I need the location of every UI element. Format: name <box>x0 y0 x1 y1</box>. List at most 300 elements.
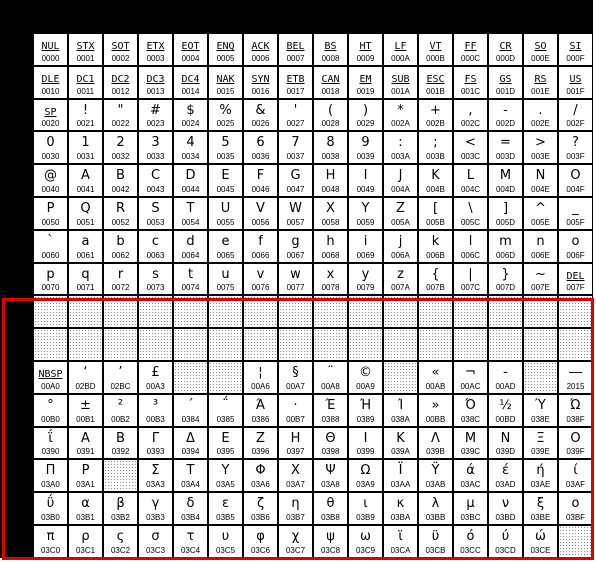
char-cell <box>489 460 522 491</box>
char-glyph: p <box>46 266 55 282</box>
char-glyph: » <box>431 397 440 413</box>
char-cell <box>384 198 417 229</box>
char-glyph: A <box>81 168 90 184</box>
char-cell <box>454 428 487 459</box>
empty-cell <box>104 460 137 491</box>
char-glyph: γ <box>151 496 160 512</box>
char-code: 0009 <box>356 53 375 63</box>
char-code: 03C1 <box>75 545 96 555</box>
char-code: 0067 <box>286 250 305 260</box>
char-code: 0075 <box>216 283 235 293</box>
char-cell <box>34 132 67 163</box>
char-glyph: ¦ <box>258 365 263 380</box>
char-glyph: λ <box>431 496 440 512</box>
char-code: 0040 <box>41 184 60 194</box>
char-cell <box>489 231 522 262</box>
row-header-30 <box>0 131 33 164</box>
char-glyph: } <box>501 266 510 282</box>
char-glyph: SYN <box>251 73 270 85</box>
char-glyph: 8 <box>326 135 335 151</box>
char-cell <box>139 493 172 524</box>
row-header-20 <box>0 99 33 132</box>
char-code: 0078 <box>321 283 340 293</box>
char-code: 0384 <box>181 414 200 424</box>
char-code: 0011 <box>76 86 95 96</box>
char-code: 007F <box>566 283 585 293</box>
char-code: 0025 <box>216 119 235 129</box>
empty-cell <box>349 296 382 327</box>
char-glyph: Ζ <box>256 430 265 446</box>
char-glyph: ΅ <box>222 397 229 413</box>
char-cell <box>139 67 172 98</box>
char-cell <box>454 493 487 524</box>
char-code: 00BD <box>495 414 516 424</box>
char-code: 03B9 <box>356 512 375 522</box>
empty-cell <box>139 329 172 360</box>
char-glyph: DC2 <box>111 73 130 85</box>
char-code: 005C <box>460 217 481 227</box>
char-code: 003F <box>566 152 585 162</box>
char-code: 0014 <box>181 86 200 96</box>
char-cell <box>384 493 417 524</box>
char-code: 002C <box>460 119 481 129</box>
char-cell <box>349 231 382 262</box>
char-cell <box>244 100 277 131</box>
char-glyph: Ώ <box>570 397 581 413</box>
char-cell <box>524 460 557 491</box>
empty-cell <box>384 362 417 393</box>
char-glyph: ~ <box>535 266 546 282</box>
char-glyph: B <box>116 168 125 184</box>
char-cell <box>244 362 277 393</box>
char-code: 03C5 <box>215 545 236 555</box>
char-cell <box>34 165 67 196</box>
char-cell <box>139 395 172 426</box>
char-glyph: ξ <box>536 496 545 512</box>
char-cell <box>524 34 557 65</box>
row-header-40 <box>0 164 33 197</box>
char-code: 03C4 <box>180 545 201 555</box>
char-code: 007D <box>495 283 516 293</box>
char-glyph: Ύ <box>535 397 546 413</box>
char-cell <box>559 395 592 426</box>
char-cell <box>34 231 67 262</box>
char-glyph: c <box>151 233 160 249</box>
char-glyph: Q <box>80 201 91 216</box>
char-glyph: h <box>326 233 335 249</box>
empty-cell <box>279 296 312 327</box>
char-code: 03B2 <box>111 512 130 522</box>
char-cell <box>524 165 557 196</box>
char-glyph: NUL <box>41 41 60 52</box>
char-cell <box>139 526 172 557</box>
char-cell <box>139 362 172 393</box>
char-glyph: f <box>258 233 263 249</box>
char-glyph: O <box>570 168 581 184</box>
char-cell <box>559 231 592 262</box>
char-glyph: P <box>46 201 55 216</box>
char-glyph: ΄ <box>187 397 194 413</box>
char-code: 03A0 <box>41 480 60 490</box>
char-cell <box>279 100 312 131</box>
char-code: 00A3 <box>146 381 165 391</box>
empty-cell <box>489 329 522 360</box>
char-cell <box>69 198 102 229</box>
char-code: 0029 <box>356 119 375 129</box>
char-code: 03A1 <box>76 480 95 490</box>
char-code: 03CA <box>390 545 411 555</box>
char-code: 00A7 <box>286 381 305 391</box>
char-cell <box>174 67 207 98</box>
char-cell <box>174 34 207 65</box>
char-cell <box>139 132 172 163</box>
char-code: 0077 <box>286 283 305 293</box>
char-glyph: % <box>219 102 232 118</box>
row-header-b0 <box>0 394 33 427</box>
char-glyph: η <box>291 496 300 512</box>
char-cell <box>34 493 67 524</box>
char-glyph: , <box>468 102 473 118</box>
char-glyph: έ <box>501 463 510 479</box>
char-code: 005A <box>391 217 410 227</box>
char-glyph: ‘ <box>83 365 88 380</box>
char-code: 0010 <box>41 86 60 96</box>
char-cell <box>244 526 277 557</box>
char-glyph: D <box>185 168 196 184</box>
char-glyph: EM <box>359 73 372 85</box>
char-code: 0044 <box>181 184 200 194</box>
column-header-0c <box>453 0 488 33</box>
char-code: 03B4 <box>181 512 200 522</box>
char-glyph: ϋ <box>431 529 440 544</box>
char-code: 0079 <box>356 283 375 293</box>
char-code: 0003 <box>146 53 165 63</box>
char-code: 03A7 <box>286 480 305 490</box>
char-cell <box>349 132 382 163</box>
empty-cell <box>349 329 382 360</box>
char-cell <box>489 493 522 524</box>
column-header-0d <box>488 0 523 33</box>
char-cell <box>454 100 487 131</box>
char-cell <box>419 165 452 196</box>
char-code: 007E <box>531 283 550 293</box>
char-glyph: v <box>256 266 265 282</box>
char-glyph: Η <box>290 430 301 446</box>
row-header-80 <box>0 295 33 328</box>
char-glyph: Ϊ <box>398 463 403 479</box>
char-glyph: ’ <box>118 365 123 380</box>
char-cell <box>69 264 102 295</box>
char-glyph: ω <box>360 529 371 544</box>
char-cell <box>209 34 242 65</box>
char-code: 0026 <box>251 119 270 129</box>
empty-cell <box>454 296 487 327</box>
char-glyph: BEL <box>286 41 305 52</box>
char-code: 0037 <box>286 152 305 162</box>
row-header-c0 <box>0 427 33 460</box>
char-cell <box>314 231 347 262</box>
char-cell <box>209 395 242 426</box>
char-code: 0032 <box>111 152 130 162</box>
char-cell <box>314 460 347 491</box>
char-cell <box>209 198 242 229</box>
char-glyph: + <box>430 102 441 118</box>
char-glyph: 3 <box>151 135 160 151</box>
char-cell <box>419 264 452 295</box>
char-glyph: 9 <box>361 135 370 151</box>
char-glyph: ν <box>501 496 510 512</box>
char-code: 003D <box>495 152 516 162</box>
char-cell <box>419 231 452 262</box>
char-code: 03C9 <box>355 545 376 555</box>
char-code: 03AC <box>460 480 481 490</box>
empty-cell <box>174 329 207 360</box>
char-code: 00B2 <box>111 414 130 424</box>
char-code: 02BC <box>110 381 131 391</box>
char-code: 000B <box>426 53 445 63</box>
char-code: 00A9 <box>356 381 375 391</box>
char-glyph: > <box>535 135 546 151</box>
char-glyph: ά <box>466 463 475 479</box>
char-cell <box>69 67 102 98</box>
row-header-00 <box>0 33 33 66</box>
char-code: 0386 <box>251 414 270 424</box>
empty-cell <box>489 296 522 327</box>
char-glyph: K <box>431 168 440 184</box>
char-cell <box>524 395 557 426</box>
char-cell <box>209 67 242 98</box>
char-code: 03A9 <box>356 480 375 490</box>
char-glyph: l <box>468 233 473 249</box>
char-cell <box>454 67 487 98</box>
char-glyph: / <box>573 102 578 118</box>
char-glyph: κ <box>396 496 405 512</box>
char-cell <box>174 198 207 229</box>
char-glyph: - <box>503 102 508 118</box>
char-cell <box>454 165 487 196</box>
char-code: 007C <box>460 283 481 293</box>
char-code: 0049 <box>356 184 375 194</box>
char-glyph: ± <box>80 397 91 413</box>
char-cell <box>244 165 277 196</box>
char-cell <box>489 198 522 229</box>
char-cell <box>384 100 417 131</box>
char-code: 0076 <box>251 283 270 293</box>
char-cell <box>384 165 417 196</box>
char-glyph: BS <box>324 41 337 52</box>
char-cell <box>209 493 242 524</box>
char-glyph: ² <box>117 397 124 413</box>
char-cell <box>104 493 137 524</box>
char-glyph: χ <box>291 529 300 544</box>
char-cell <box>314 493 347 524</box>
char-glyph: M <box>499 168 512 184</box>
char-code: 03B5 <box>216 512 235 522</box>
char-glyph: ° <box>47 397 54 413</box>
char-cell <box>104 231 137 262</box>
char-code: 0022 <box>111 119 130 129</box>
char-cell <box>489 67 522 98</box>
char-glyph: NAK <box>216 73 235 85</box>
char-code: 0072 <box>111 283 130 293</box>
char-cell <box>524 198 557 229</box>
char-code: 0065 <box>216 250 235 260</box>
char-code: 0006 <box>251 53 270 63</box>
char-cell <box>419 460 452 491</box>
char-code: 03B3 <box>146 512 165 522</box>
row-header-f0 <box>0 525 33 558</box>
char-glyph: ; <box>433 135 438 151</box>
char-cell <box>454 395 487 426</box>
char-cell <box>384 132 417 163</box>
char-glyph: ` <box>47 233 54 249</box>
char-glyph: ϊ <box>398 529 403 544</box>
char-cell <box>454 264 487 295</box>
char-code: 03A4 <box>181 480 200 490</box>
char-code: 004E <box>531 184 550 194</box>
char-cell <box>384 34 417 65</box>
char-code: 0018 <box>321 86 340 96</box>
char-glyph: 5 <box>221 135 230 151</box>
char-code: 0030 <box>41 152 60 162</box>
char-glyph: ό <box>466 529 475 544</box>
char-glyph: SOT <box>111 41 130 52</box>
char-cell <box>69 100 102 131</box>
char-glyph: u <box>221 266 230 282</box>
char-code: 004F <box>566 184 585 194</box>
char-code: 00BB <box>425 414 446 424</box>
char-glyph: ¬ <box>465 365 476 380</box>
char-cell <box>104 67 137 98</box>
empty-cell <box>559 296 592 327</box>
char-code: 0390 <box>41 447 60 457</box>
char-code: 0016 <box>251 86 270 96</box>
char-glyph: ETB <box>286 73 305 85</box>
char-code: 03B0 <box>41 512 60 522</box>
char-code: 0062 <box>111 250 130 260</box>
char-code: 006C <box>460 250 481 260</box>
char-glyph: { <box>431 266 440 282</box>
char-code: 0052 <box>111 217 130 227</box>
char-glyph: | <box>468 266 473 282</box>
char-code: 0031 <box>76 152 95 162</box>
char-code: 0389 <box>356 414 375 424</box>
empty-cell <box>104 296 137 327</box>
char-cell <box>104 395 137 426</box>
char-code: 0024 <box>181 119 200 129</box>
empty-cell <box>524 329 557 360</box>
char-code: 006F <box>566 250 585 260</box>
char-cell <box>209 428 242 459</box>
char-cell <box>279 493 312 524</box>
char-cell <box>559 34 592 65</box>
char-cell <box>524 231 557 262</box>
char-cell <box>559 493 592 524</box>
char-cell <box>34 526 67 557</box>
char-glyph: θ <box>326 496 335 512</box>
char-glyph: GS <box>499 73 512 85</box>
char-code: 0035 <box>216 152 235 162</box>
char-code: 0007 <box>286 53 305 63</box>
char-cell <box>559 165 592 196</box>
char-glyph: DC4 <box>181 73 200 85</box>
char-glyph: a <box>81 233 90 249</box>
char-cell <box>314 67 347 98</box>
char-glyph: © <box>359 365 372 380</box>
char-cell <box>454 362 487 393</box>
char-code: 0043 <box>146 184 165 194</box>
char-cell <box>69 526 102 557</box>
char-code: 0050 <box>41 217 60 227</box>
char-code: 007A <box>391 283 410 293</box>
char-cell <box>104 526 137 557</box>
char-code: 0020 <box>41 119 60 129</box>
char-glyph: i <box>363 233 368 249</box>
char-glyph: Ή <box>359 397 372 413</box>
char-glyph: G <box>290 168 301 184</box>
char-glyph: ― <box>569 365 582 380</box>
char-glyph: ^ <box>535 201 546 216</box>
char-cell <box>559 264 592 295</box>
char-cell <box>349 526 382 557</box>
char-glyph: π <box>46 529 55 544</box>
char-glyph: k <box>431 233 440 249</box>
char-glyph: σ <box>151 529 160 544</box>
empty-cell <box>209 296 242 327</box>
empty-cell <box>279 329 312 360</box>
char-glyph: o <box>571 233 580 249</box>
column-header-0b <box>418 0 453 33</box>
char-code: 0001 <box>76 53 95 63</box>
char-glyph: ESC <box>426 73 445 85</box>
char-cell <box>244 231 277 262</box>
char-code: 0015 <box>216 86 235 96</box>
char-code: 03CE <box>530 545 551 555</box>
char-glyph: $ <box>186 102 195 118</box>
char-cell <box>34 100 67 131</box>
char-glyph: Α <box>81 430 90 446</box>
char-code: 0055 <box>216 217 235 227</box>
char-code: 00B0 <box>41 414 60 424</box>
column-header-09 <box>348 0 383 33</box>
empty-cell <box>454 329 487 360</box>
char-glyph: Ω <box>360 463 371 479</box>
char-glyph: VT <box>429 41 442 52</box>
row-header-90 <box>0 328 33 361</box>
char-glyph: Τ <box>186 463 195 479</box>
char-cell <box>384 395 417 426</box>
char-glyph: w <box>290 266 301 282</box>
char-code: 001F <box>566 86 585 96</box>
char-code: 03B6 <box>251 512 270 522</box>
char-cell <box>524 67 557 98</box>
char-code: 002E <box>531 119 550 129</box>
char-glyph: DLE <box>41 73 60 85</box>
empty-cell <box>174 362 207 393</box>
char-glyph: Π <box>45 463 56 479</box>
char-glyph: b <box>116 233 125 249</box>
char-glyph: ψ <box>326 529 335 544</box>
char-code: 004B <box>426 184 445 194</box>
char-glyph: ENQ <box>216 41 235 52</box>
char-cell <box>454 231 487 262</box>
char-code: 005E <box>531 217 550 227</box>
char-cell <box>419 362 452 393</box>
char-code: 0057 <box>286 217 305 227</box>
char-code: 002D <box>495 119 516 129</box>
char-glyph: ½ <box>499 397 512 413</box>
char-glyph: DC1 <box>76 73 95 85</box>
